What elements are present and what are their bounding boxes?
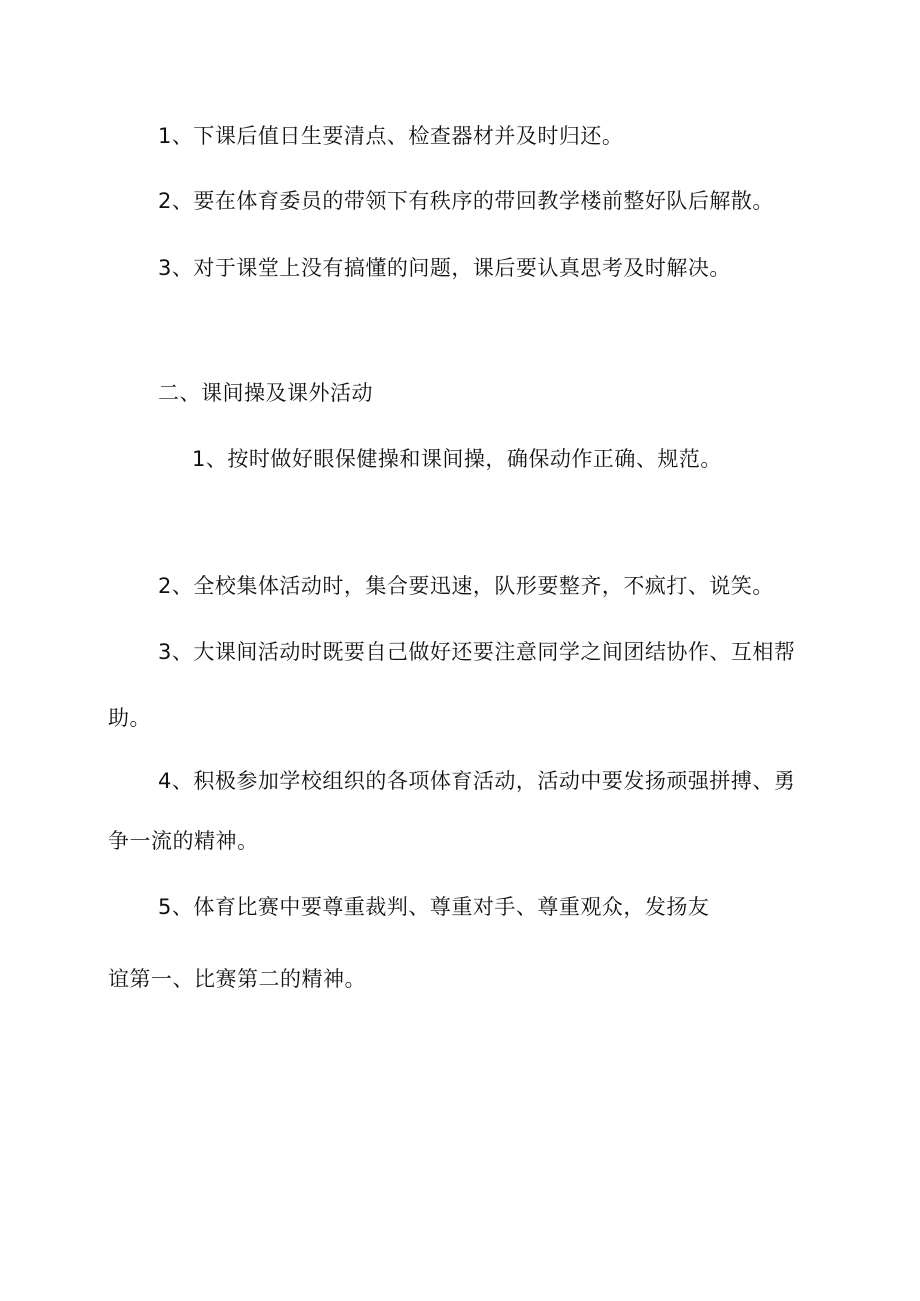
rule-after-class-1: 1、下课后值日生要清点、检查器材并及时归还。	[158, 124, 624, 148]
activity-rule-4: 4、积极参加学校组织的各项体育活动，活动中要发扬顽强拼搏、勇	[158, 769, 796, 793]
activity-rule-2: 2、全校集体活动时，集合要迅速，队形要整齐，不疯打、说笑。	[158, 574, 774, 598]
activity-rule-1: 1、按时做好眼保健操和课间操，确保动作正确、规范。	[192, 447, 722, 471]
rule-after-class-2: 2、要在体育委员的带领下有秩序的带回教学楼前整好队后解散。	[158, 189, 774, 213]
activity-rule-5: 5、体育比赛中要尊重裁判、尊重对手、尊重观众，发扬友	[158, 895, 710, 919]
activity-rule-3: 3、大课间活动时既要自己做好还要注意同学之间团结协作、互相帮	[158, 640, 796, 664]
activity-rule-5-continuation: 谊第一、比赛第二的精神。	[108, 967, 366, 991]
rule-after-class-3: 3、对于课堂上没有搞懂的问题，课后要认真思考及时解决。	[158, 256, 731, 280]
activity-rule-4-continuation: 争一流的精神。	[108, 829, 259, 853]
section-heading: 二、课间操及课外活动	[158, 381, 373, 405]
activity-rule-3-continuation: 助。	[108, 706, 151, 730]
